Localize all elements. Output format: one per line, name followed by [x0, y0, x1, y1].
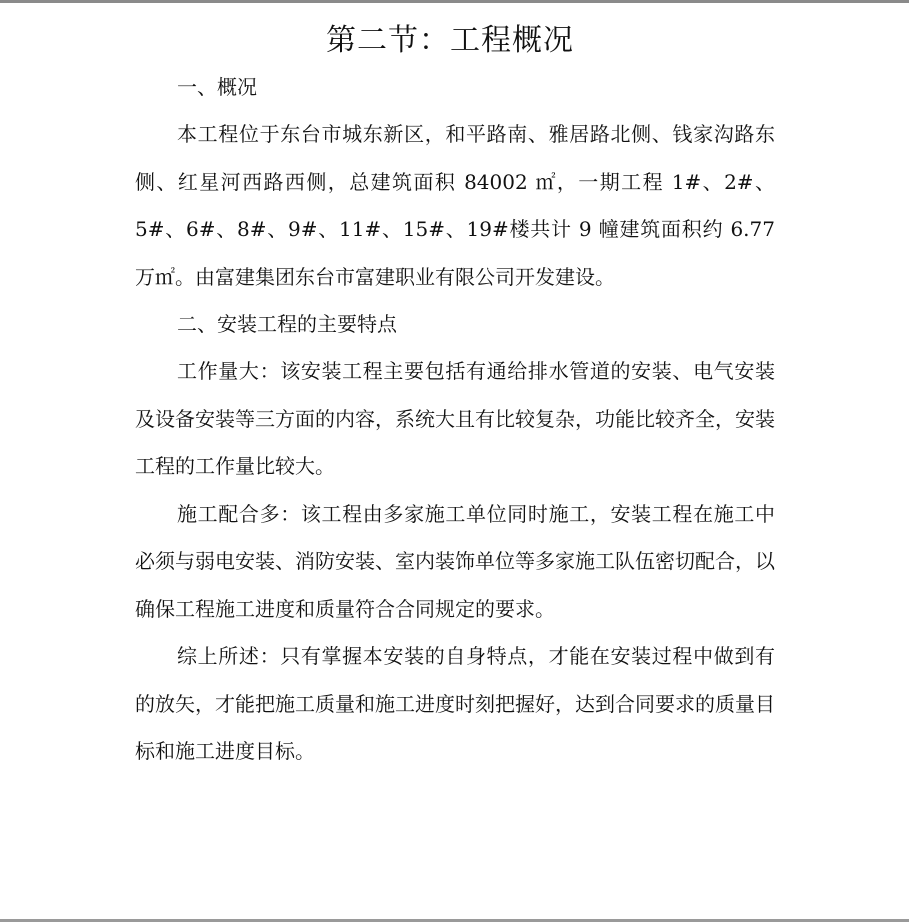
paragraph-coordination: 施工配合多：该工程由多家施工单位同时施工，安装工程在施工中必须与弱电安装、消防安装、室内装饰单位等多家施工队伍密切配合，以确保工程施工进度和质量符合合同规定的要求。	[135, 501, 775, 621]
page-title: 第二节：工程概况	[326, 23, 574, 58]
top-border-line	[0, 0, 909, 3]
paragraph-workload: 工作量大：该安装工程主要包括有通给排水管道的安装、电气安装及设备安装等三方面的内容，系统大且有比较复杂，功能比较齐全，安装工程的工作量比较大。	[135, 359, 775, 478]
paragraph-summary: 综上所述：只有掌握本安装的自身特点，才能在安装过程中做到有的放矢，才能把施工质量和施工进度时刻把握好，达到合同要求的质量目标和施工进度目标。	[135, 644, 775, 763]
section-heading-overview: 一、概况	[177, 75, 257, 99]
document-page	[135, 18, 775, 776]
paragraph-project-location: 本工程位于东台市城东新区，和平路南、雅居路北侧、钱家沟路东侧、红星河西路西侧，总建筑面积 84002 ㎡，一期工程 1#、2#、5#、6#、8#、9#、11#、15#、19#楼共计 9 幢建筑面积约 6.77 万㎡。由富建集团东台市富建职业有限公司开发建设。	[135, 122, 775, 289]
section-heading-installation-features: 二、安装工程的主要特点	[177, 312, 397, 336]
